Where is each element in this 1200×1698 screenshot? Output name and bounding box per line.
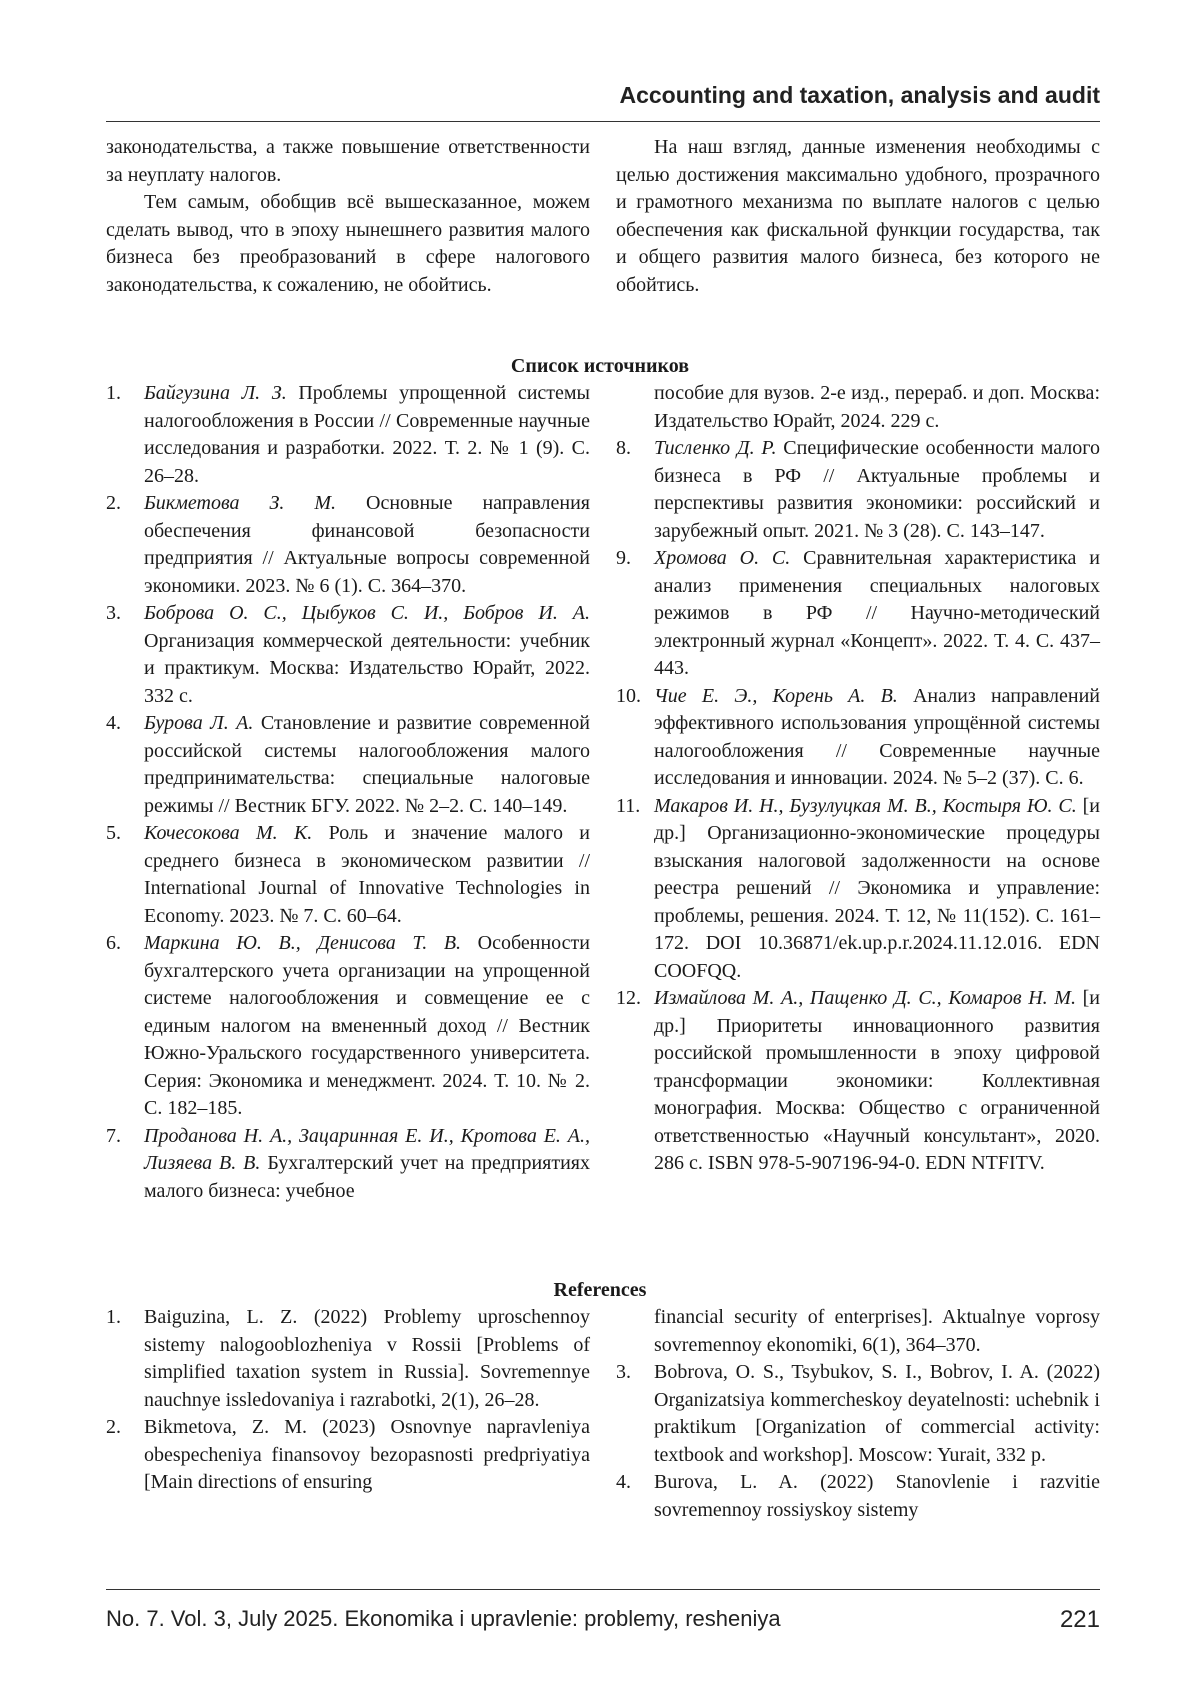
- reference-number: 1.: [106, 382, 121, 404]
- reference-item: [616, 1304, 1100, 1359]
- reference-text: Bobrova, O. S., Tsybukov, S. I., Bobrov, I. A. (2022) Organizatsiya kommercheskoy deyatelnosti: uchebnik i praktikum [Organization of commercial activity: textbook and workshop]. Moscow: Yurait, 332 p.: [654, 1361, 1100, 1466]
- reference-text: [и др.] Организационно-экономические процедуры взыскания налоговой задолженности на основе реестра решений // Экономика и управление: проблемы, решения. 2024. Т. 12, № 11(152). С. 161–172. DOI 10.36871/ek.up.p.r.2024.11.12.016. EDN COOFQQ.: [654, 794, 1100, 982]
- reference-item: [616, 1359, 1100, 1469]
- reference-number: 10.: [616, 684, 641, 707]
- reference-authors: Чие Е. Э., Корень А. В.: [654, 684, 898, 707]
- reference-text: Организация коммерческой деятельности: учебник и практикум. Москва: Издательство Юрайт, 2022. 332 с.: [144, 629, 590, 707]
- reference-item: [616, 793, 1100, 986]
- reference-item: [616, 380, 1100, 435]
- references-left-column: [106, 1304, 590, 1497]
- references-right-column: [616, 1304, 1100, 1524]
- reference-item: [616, 985, 1100, 1178]
- reference-number: 6.: [106, 932, 121, 954]
- reference-item: [106, 1414, 590, 1497]
- sources-right-column: [616, 380, 1100, 1178]
- reference-authors: Кочесокова М. К.: [144, 822, 313, 844]
- reference-authors: Тисленко Д. Р.: [654, 437, 777, 459]
- reference-text: Особенности бухгалтерского учета организации на упрощенной системе налогообложения и совмещение ее с единым налогом на вмененный доход // Вестник Южно-Уральского государственного университета. Серия: Экономика и менеджмент. 2024. Т. 10. № 2. С. 182–185.: [144, 932, 590, 1119]
- reference-authors: Измайлова М. А., Пащенко Д. С., Комаров Н. М.: [654, 987, 1076, 1009]
- reference-number: 7.: [106, 1124, 121, 1147]
- reference-authors: Бурова Л. А.: [144, 712, 254, 734]
- reference-text: Burova, L. A. (2022) Stanovlenie i razvitie sovremennoy rossiyskoy sistemy: [654, 1471, 1100, 1521]
- reference-authors: Боброва О. С., Цыбуков С. И., Бобров И. А.: [144, 602, 590, 624]
- reference-item: [616, 545, 1100, 683]
- reference-text: Bikmetova, Z. M. (2023) Osnovnye napravleniya obespecheniya finansovoy bezopasnosti predpriyatiya [Main directions of ensuring: [144, 1416, 590, 1493]
- reference-number: 9.: [616, 547, 631, 569]
- reference-item: [106, 1304, 590, 1414]
- reference-item: [616, 683, 1100, 793]
- reference-number: 4.: [106, 712, 121, 734]
- reference-number: 8.: [616, 437, 631, 459]
- body-paragraph: На наш взгляд, данные изменения необходимы с целью достижения максимально удобного, прозрачного и грамотного механизма по выплате налогов с целью обеспечения как фискальной функции государства, так и общего развития малого бизнеса, без которого не обойтись.: [616, 136, 1100, 296]
- reference-item: [106, 600, 590, 710]
- reference-text: Основные направления обеспечения финансовой безопасности предприятия // Актуальные вопросы современной экономики. 2023. № 6 (1). С. 364–370.: [144, 492, 590, 597]
- reference-item: [616, 1469, 1100, 1524]
- reference-text: Проблемы упрощенной системы налогообложения в России // Современные научные исследования и разработки. 2022. Т. 2. № 1 (9). С. 26–28.: [144, 382, 590, 487]
- reference-number: 3.: [616, 1361, 631, 1383]
- body-right-column: [616, 134, 1100, 299]
- reference-number: 1.: [106, 1306, 121, 1328]
- reference-number: 2.: [106, 1416, 121, 1438]
- header-rule: [106, 121, 1100, 122]
- footer: [106, 1606, 1100, 1632]
- body-left-column: [106, 134, 590, 299]
- body-paragraph: Тем самым, обобщив всё вышесказанное, можем сделать вывод, что в эпоху нынешнего развития малого бизнеса без преобразований в сфере налогового законодательства, к сожалению, не обойтись.: [106, 191, 590, 296]
- sources-left-column: [106, 380, 590, 1205]
- reference-item: [106, 820, 590, 930]
- reference-number: 3.: [106, 602, 121, 624]
- reference-item: [106, 1123, 590, 1206]
- sources-heading: Список источников: [510, 355, 690, 377]
- reference-number: 11.: [616, 794, 641, 817]
- reference-item: [616, 435, 1100, 545]
- reference-number: 4.: [616, 1471, 631, 1493]
- footer-journal: No. 7. Vol. 3, July 2025. Ekonomika i upravlenie: problemy, resheniya: [106, 1606, 781, 1631]
- reference-text: Роль и значение малого и среднего бизнеса в экономическом развитии // International Journal of Innovative Technologies in Economy. 2023. № 7. С. 60–64.: [144, 822, 590, 927]
- reference-text: [и др.] Приоритеты инновационного развития российской промышленности в эпоху цифровой трансформации экономики: Коллективная монография. Москва: Общество с ограниченной ответственностью «Научный консультант», 2020. 286 с. ISBN 978-5-907196-94-0. EDN NTFITV.: [654, 987, 1100, 1174]
- reference-item: [106, 380, 590, 490]
- reference-authors: Макаров И. Н., Бузулуцкая М. В., Костыря Ю. С.: [654, 794, 1077, 817]
- reference-text: Baiguzina, L. Z. (2022) Problemy uproschennoy sistemy nalogooblozheniya v Rossii [Problems of simplified taxation system in Russia]. Sovremennye nauchnye issledovaniya i razrabotki, 2(1), 26–28.: [144, 1306, 590, 1411]
- reference-number: 12.: [616, 987, 641, 1009]
- references-heading: References: [553, 1279, 647, 1301]
- reference-text: Специфические особенности малого бизнеса в РФ // Актуальные проблемы и перспективы развития экономики: российский и зарубежный опыт. 2021. № 3 (28). С. 143–147.: [654, 437, 1100, 542]
- reference-text: Бухгалтерский учет на предприятиях малого бизнеса: учебное: [144, 1152, 590, 1202]
- reference-text: Сравнительная характеристика и анализ применения специальных налоговых режимов в РФ // Научно-методический электронный журнал «Концепт». 2022. Т. 4. С. 437–443.: [654, 547, 1100, 679]
- reference-text: Анализ направлений эффективного использования упрощённой системы налогообложения // Современные научные исследования и инновации. 2024. № 5–2 (37). С. 6.: [654, 684, 1101, 789]
- page-number: 221: [1059, 1606, 1100, 1633]
- reference-authors: Бикметова З. М.: [144, 492, 337, 514]
- reference-number: 2.: [106, 492, 121, 514]
- reference-authors: Хромова О. С.: [654, 547, 791, 569]
- reference-authors: Маркина Ю. В., Денисова Т. В.: [144, 932, 462, 954]
- footer-rule: [106, 1589, 1100, 1590]
- reference-item: [106, 490, 590, 600]
- reference-text: financial security of enterprises]. Aktualnye voprosy sovremennoy ekonomiki, 6(1), 364–370.: [654, 1306, 1100, 1356]
- reference-authors: Проданова Н. А., Зацаринная Е. И., Кротова Е. А., Лизяева В. В.: [144, 1124, 590, 1174]
- body-paragraph: законодательства, а также повышение ответственности за неуплату налогов.: [106, 136, 590, 186]
- running-header: Accounting and taxation, analysis and audit: [619, 82, 1100, 108]
- reference-text: Становление и развитие современной российской системы налогообложения малого предпринимательства: специальные налоговые режимы // Вестник БГУ. 2022. № 2–2. С. 140–149.: [144, 712, 590, 817]
- reference-text: пособие для вузов. 2-е изд., перераб. и доп. Москва: Издательство Юрайт, 2024. 229 с.: [654, 382, 1100, 432]
- reference-item: [106, 930, 590, 1123]
- reference-item: [106, 710, 590, 820]
- reference-authors: Байгузина Л. З.: [144, 382, 287, 404]
- reference-number: 5.: [106, 822, 121, 844]
